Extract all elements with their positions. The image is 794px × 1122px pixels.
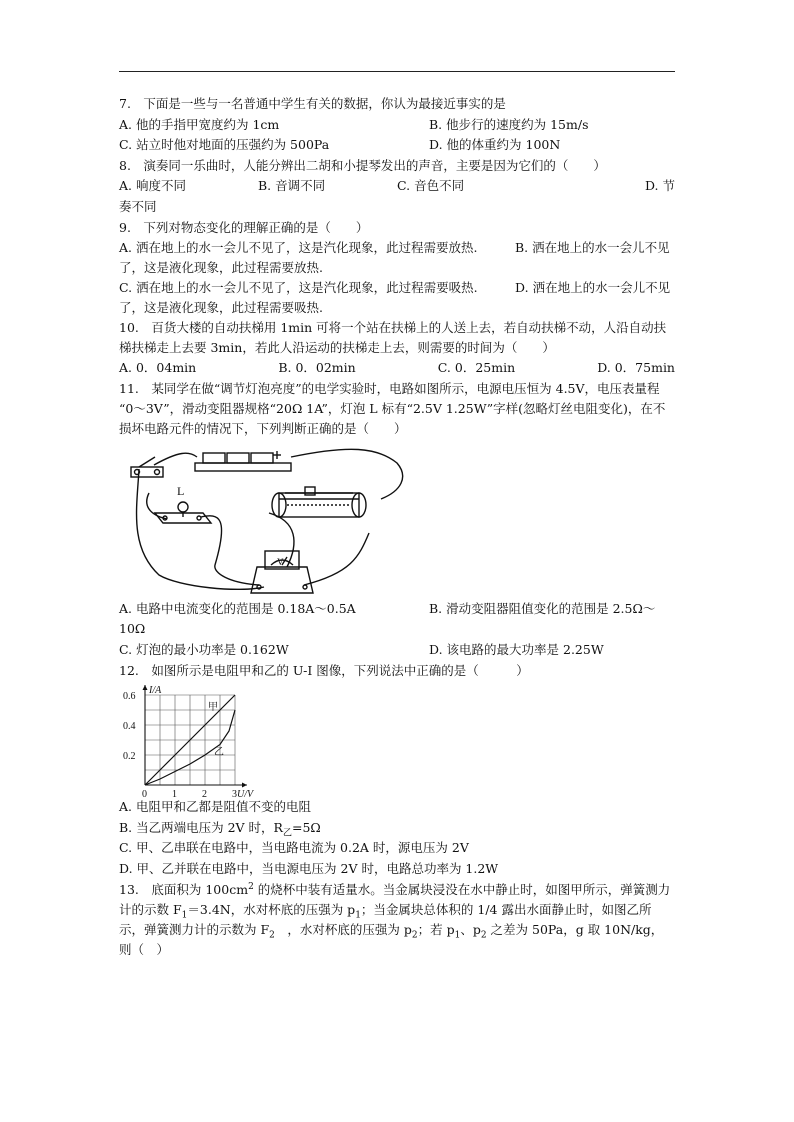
q8-option-d[interactable]: D. 节	[644, 178, 675, 194]
q13-text-1: 13. 底面积为 100cm	[119, 881, 249, 897]
q10-options-row	[119, 358, 675, 379]
q11-option-b-cont: 10Ω	[119, 621, 146, 637]
q11-option-a[interactable]: A. 电路中电流变化的范围是 0.18A～0.5A	[119, 600, 356, 616]
q7-stem: 7. 下面是一些与一名普通中学生有关的数据，你认为最接近事实的是	[119, 96, 506, 111]
ui-graph	[119, 681, 259, 797]
q13-sub-f2: 2	[269, 930, 275, 940]
q11-option-b[interactable]: B. 滑动变阻器阻值变化的范围是 2.5Ω～	[429, 600, 656, 616]
q12-ui-chart	[119, 681, 675, 797]
q8-stem: 8. 演奏同一乐曲时，人能分辨出二胡和小提琴发出的声音，主要是因为它们的（ ）	[119, 157, 606, 173]
q13-text-3: ＝3.4N，水对杯底的压强为 p	[187, 901, 356, 917]
y-tick-label: 0.2	[123, 751, 136, 763]
q10-option-c[interactable]: C. 0．25min	[437, 360, 516, 376]
q7-option-d[interactable]: D. 他的体重约为 100N	[429, 137, 561, 153]
q13-text-8: 之差为 50Pa，g 取 10N/kg，则（ ）	[119, 921, 664, 957]
q7-options-row1	[119, 115, 675, 136]
q11-option-c[interactable]: C. 灯泡的最小功率是 0.162W	[119, 641, 289, 657]
q8-option-d-cont: 奏不同	[119, 198, 157, 214]
q11-options-row1	[119, 599, 675, 620]
q12-option-d[interactable]: D. 甲、乙并联在电路中，当电源电压为 2V 时，电路总功率为 1.2W	[119, 860, 499, 876]
q9-options-ab[interactable]: A. 洒在地上的水一会儿不见了，这是汽化现象，此过程需要放热. B. 洒在地上的水一会儿不见了，这是液化现象，此过程需要放热.	[119, 240, 670, 276]
header-rule	[119, 71, 675, 72]
y-axis-label: I/A	[149, 685, 162, 697]
q13-text-4: ；当金属块总体积的 1/4 露出水面静止时，如图乙所示，弹簧测力计的示数为 F	[119, 901, 652, 937]
q10-option-b[interactable]: B. 0．02min	[278, 360, 356, 376]
q7-option-b[interactable]: B. 他步行的速度约为 15m/s	[429, 116, 589, 132]
circuit-diagram	[119, 447, 419, 599]
x-tick-label: 3	[232, 789, 237, 798]
q12-option-b-text: B. 当乙两端电压为 2V 时，R	[119, 819, 283, 835]
q7-option-a[interactable]: A. 他的手指甲宽度约为 1cm	[119, 116, 280, 132]
q7-option-c[interactable]: C. 站立时他对地面的压强约为 500Pa	[119, 137, 330, 153]
q13-sub-p1b: 1	[454, 930, 461, 940]
x-tick-label: 2	[202, 789, 207, 798]
q8-option-c[interactable]: C. 音色不同	[397, 178, 465, 194]
y-tick-label: 0.6	[123, 691, 136, 703]
q13-sub-p2: 2	[411, 930, 418, 940]
q13-text-6: ；若 p	[417, 921, 455, 937]
y-tick-label: 0.4	[123, 721, 136, 733]
q11-circuit-figure	[119, 447, 675, 599]
q7-options-row2	[119, 135, 675, 156]
q12-stem: 12. 如图所示是电阻甲和乙的 U-I 图像，下列说法中正确的是（ ）	[119, 662, 529, 678]
q10-option-d[interactable]: D. 0．75min	[597, 360, 675, 376]
q13-text-2: 的烧杯中装有适量水。当金属块浸没在水中静止时，如图甲所示，弹簧测力计的示数 F	[119, 881, 671, 917]
q12-option-c[interactable]: C. 甲、乙串联在电路中，当电路电流为 0.2A 时，源电压为 2V	[119, 840, 469, 856]
q12-option-b-value: =5Ω	[292, 819, 321, 835]
exam-page	[119, 94, 675, 960]
q12-option-b[interactable]	[119, 818, 675, 839]
q9-options-cd[interactable]: C. 洒在地上的水一会儿不见了，这是汽化现象，此过程需要吸热. D. 洒在地上的水一会儿不见了，这是液化现象，此过程需要吸热.	[119, 280, 671, 316]
q11-option-d[interactable]: D. 该电路的最大功率是 2.25W	[429, 641, 604, 657]
x-tick-label: 0	[142, 789, 147, 798]
q8-option-b[interactable]: B. 音调不同	[258, 178, 326, 194]
q11-options-row2	[119, 640, 675, 661]
x-axis-arrow	[242, 783, 247, 788]
x-tick-label: 1	[172, 789, 177, 798]
q13-sub-f1: 1	[181, 910, 188, 920]
q12-option-b-sub: 乙	[282, 828, 292, 839]
series-jia-label: 甲	[208, 702, 218, 714]
lamp-label: L	[177, 483, 185, 498]
y-axis-arrow	[143, 685, 148, 690]
voltmeter-label: V	[277, 556, 284, 567]
q9-stem: 9. 下列对物态变化的理解正确的是（ ）	[119, 219, 369, 235]
q13-text-7: 、p	[460, 921, 481, 937]
q8-option-a[interactable]: A. 响度不同	[119, 178, 186, 194]
q13-sub-p1: 1	[355, 910, 361, 920]
q13-sub-p2b: 2	[480, 930, 487, 940]
series-yi-label: 乙	[214, 747, 224, 759]
x-axis-label: U/V	[237, 789, 254, 798]
q12-option-a[interactable]: A. 电阻甲和乙都是阻值不变的电阻	[119, 799, 311, 815]
q10-stem: 10. 百货大楼的自动扶梯用 1min 可将一个站在扶梯上的人送上去，若自动扶梯不动，人沿自动扶梯扶梯走上去要 3min，若此人沿运动的扶梯走上去，则需要的时间为（ ）	[119, 320, 667, 356]
q10-option-a[interactable]: A. 0．04min	[119, 360, 197, 376]
q13-stem	[119, 880, 675, 960]
q11-stem: 11. 某同学在做“调节灯泡亮度”的电学实验时，电路如图所示，电源电压恒为 4.5V，电压表量程 “0～3V”，滑动变阻器规格“20Ω 1A”，灯泡 L 标有“2.5V 1.25W”字样(忽略灯丝电阻变化)，在不损坏电路元件的情况下，下列判断正确的是（ ）	[119, 380, 666, 436]
q13-text-5: ，水对杯底的压强为 p	[274, 921, 412, 937]
q13-sup-2: 2	[248, 881, 254, 892]
q8-options-row	[119, 176, 675, 197]
